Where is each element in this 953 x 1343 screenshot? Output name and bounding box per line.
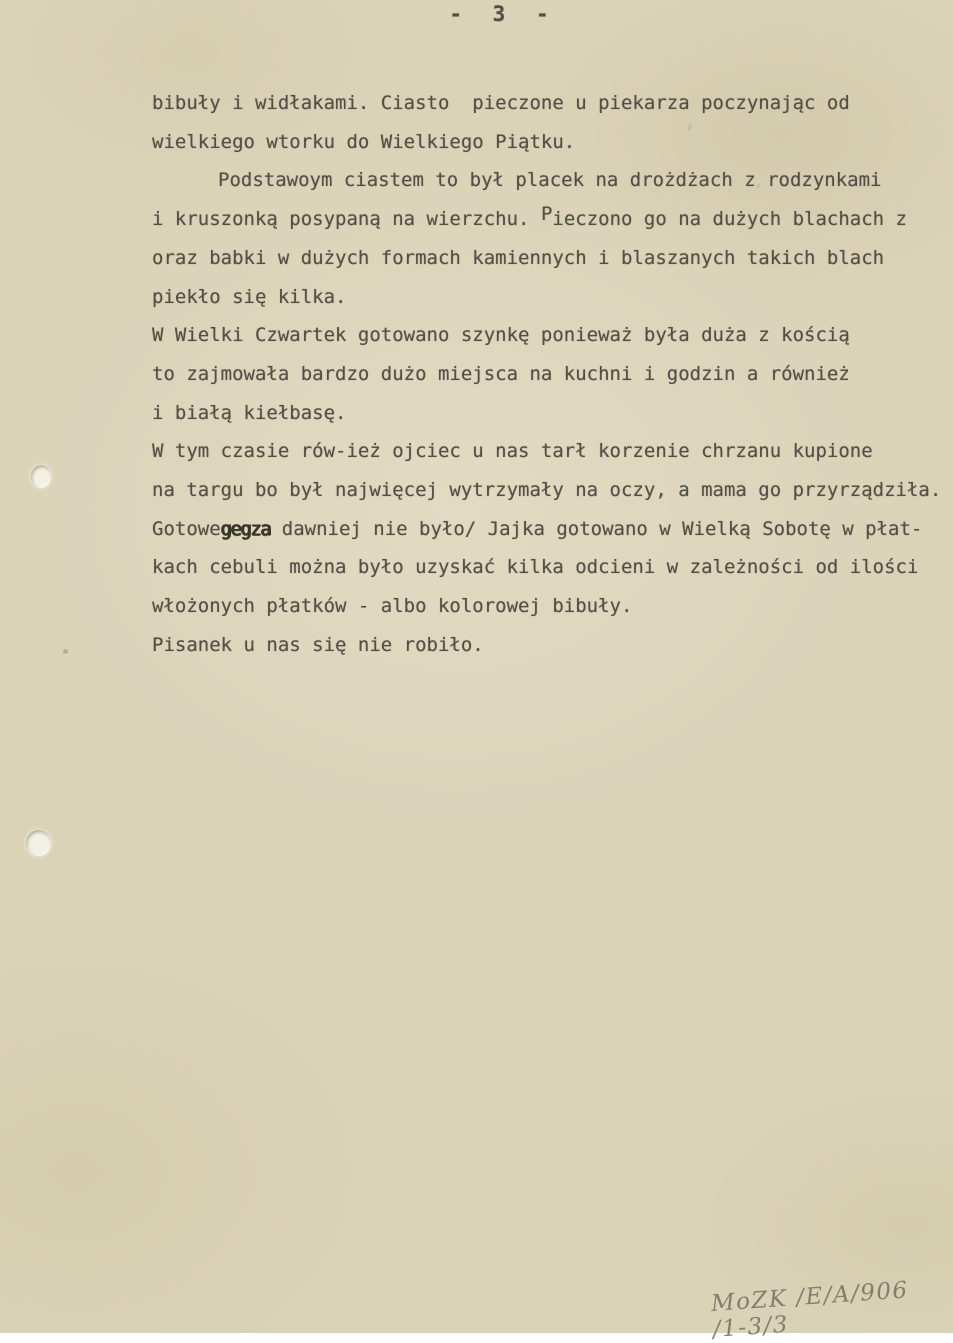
text-line <box>152 123 953 162</box>
text-line <box>152 432 953 471</box>
text-line <box>152 200 953 239</box>
text-segment: Pisanek u nas się nie robiło. <box>152 633 484 656</box>
text-segment: piekło się kilka. <box>152 285 347 308</box>
text-segment: dawniej nie było/ Jajka gotowano w Wielką Sobotę w płat- <box>270 517 923 540</box>
text-line <box>152 510 953 549</box>
text-segment: bibuły i widłakami. Ciasto pieczone u piekarza poczynając od <box>152 92 850 114</box>
text-segment: Podstawoym ciastem to był placek na drożdżach z rodzynkami <box>218 169 882 192</box>
text-line <box>152 587 953 626</box>
text-line <box>152 471 953 510</box>
text-line <box>152 278 953 317</box>
text-segment: oraz babki w dużych formach kamiennych i blaszanych takich blach <box>152 246 885 269</box>
text-line <box>152 161 953 200</box>
text-segment: i kruszonką posypaną na wierzchu. <box>152 208 541 231</box>
text-line <box>152 626 953 665</box>
text-line <box>152 394 953 433</box>
text-segment: ieczono go na dużych blachach z <box>552 208 907 231</box>
text-line <box>152 316 953 355</box>
text-segment: to zajmowała bardzo dużo miejsca na kuchni i godzin a również <box>152 362 850 385</box>
punch-hole-top <box>31 465 51 488</box>
text-segment: włożonych płatków - albo kolorowej bibuły. <box>152 595 633 618</box>
text-segment: kach cebuli można było uzyskać kilka odcieni w zależności od ilości <box>152 556 919 579</box>
punch-hole-bottom <box>26 830 51 856</box>
text-line <box>152 239 953 278</box>
text-line <box>152 84 953 123</box>
archival-reference-handwritten: MoZK /E/A/906 /1-3/3 <box>710 1277 910 1343</box>
text-segment: W tym czasie rów-ież ojciec u nas tarł korzenie chrzanu kupione <box>152 440 873 463</box>
text-segment: i białą kiełbasę. <box>152 401 347 424</box>
text-line <box>152 355 953 394</box>
text-line <box>152 548 953 587</box>
page-number-header: - 3 - <box>449 2 558 26</box>
text-segment: Gotowe <box>152 517 221 540</box>
paper-speck <box>63 649 68 654</box>
text-segment: P <box>540 203 553 226</box>
text-segment: wielkiego wtorku do Wielkiego Piątku. <box>152 130 576 153</box>
typewritten-text <box>152 84 953 665</box>
text-segment: gegza <box>220 517 271 540</box>
text-segment: na targu bo był najwięcej wytrzymały na oczy, a mama go przyrządziła. <box>152 479 942 502</box>
text-segment: W Wielki Czwartek gotowano szynkę ponieważ była duża z kością <box>152 324 850 347</box>
